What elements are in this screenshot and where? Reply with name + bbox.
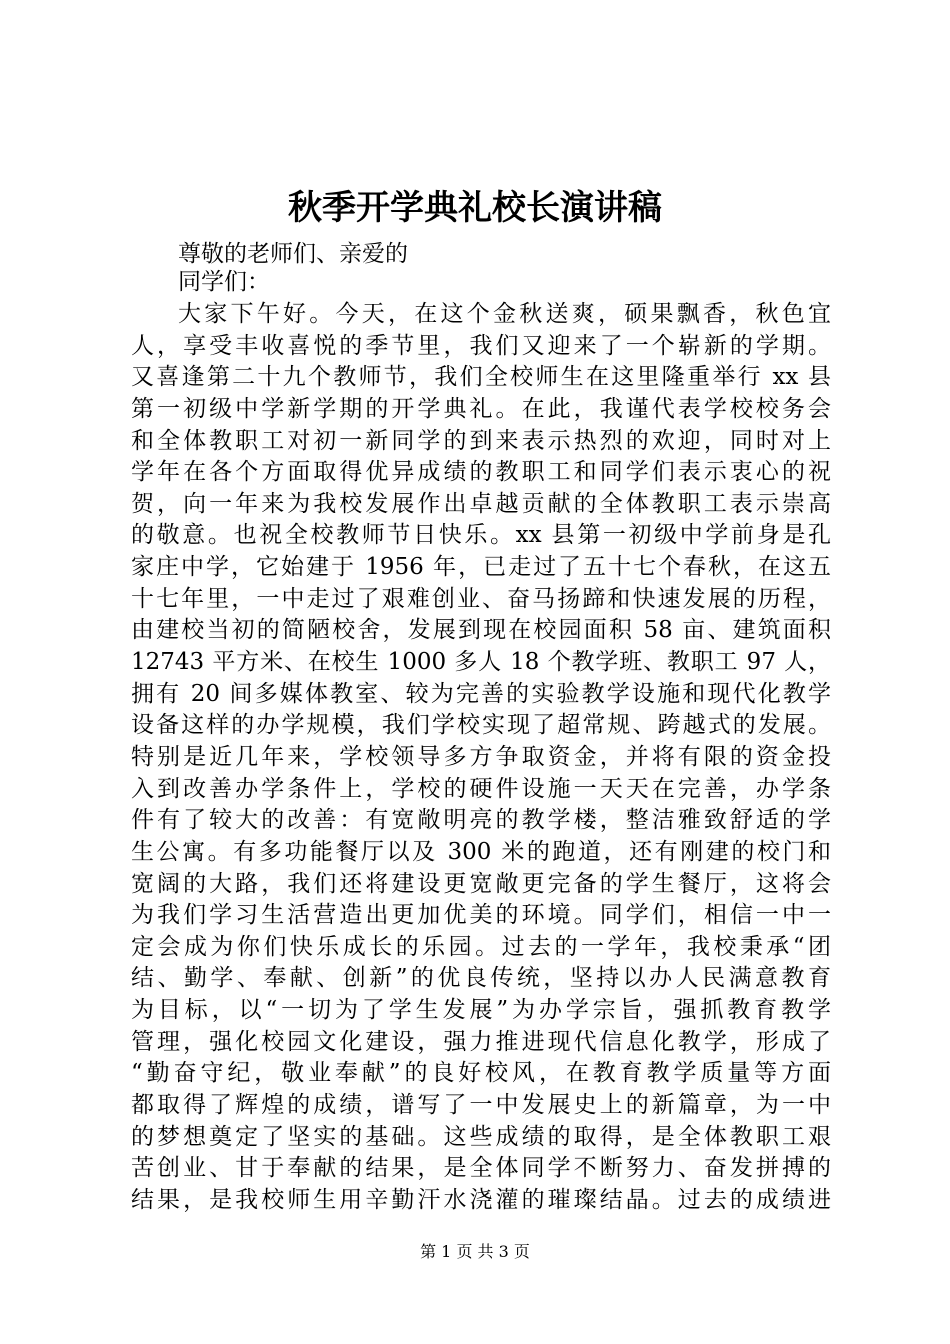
body-line: 为目标，以“一切为了学生发展”为办学宗旨，强抓教育教学: [131, 997, 831, 1024]
body-line: 结果，是我校师生用辛勤汗水浇灌的璀璨结晶。过去的成绩进: [131, 1186, 831, 1213]
document-title: 秋季开学典礼校长演讲稿: [288, 188, 662, 228]
body-line: 都取得了辉煌的成绩，谱写了一中发展史上的新篇章，为一中: [131, 1092, 831, 1119]
body-line: 的梦想奠定了坚实的基础。这些成绩的取得，是全体教职工艰: [131, 1123, 831, 1150]
body-line: 生公寓。有多功能餐厅以及 300 米的跑道，还有刚建的校门和: [131, 838, 831, 865]
body-line: 定会成为你们快乐成长的乐园。过去的一学年，我校秉承“团: [131, 933, 831, 960]
body-line: 又喜逢第二十九个教师节，我们全校师生在这里隆重举行 xx 县: [131, 364, 831, 391]
body-line: 特别是近几年来，学校领导多方争取资金，并将有限的资金投: [131, 743, 831, 770]
body-line: 入到改善办学条件上，学校的硬件设施一天天在完善，办学条: [131, 775, 831, 802]
body-line: 学年在各个方面取得优异成绩的教职工和同学们表示衷心的祝: [131, 459, 831, 486]
body-line: 大家下午好。今天，在这个金秋送爽，硕果飘香，秋色宜: [178, 301, 831, 327]
body-line: “勤奋守纪，敬业奉献”的良好校风，在教育教学质量等方面: [131, 1060, 831, 1087]
body-line: 苦创业、甘于奉献的结果，是全体同学不断努力、奋发拼搏的: [131, 1155, 831, 1182]
body-line: 十七年里，一中走过了艰难创业、奋马扬蹄和快速发展的历程，: [131, 585, 831, 612]
body-line: 12743 平方米、在校生 1000 多人 18 个教学班、教职工 97 人，: [131, 649, 831, 676]
body-line: 为我们学习生活营造出更加优美的环境。同学们，相信一中一: [131, 902, 831, 929]
body-line: 和全体教职工对初一新同学的到来表示热烈的欢迎，同时对上: [131, 427, 831, 454]
body-line: 人，享受丰收喜悦的季节里，我们又迎来了一个崭新的学期。: [131, 332, 831, 359]
salutation-line-2: 同学们：: [178, 269, 270, 295]
body-line: 件有了较大的改善：有宽敞明亮的教学楼，整洁雅致舒适的学: [131, 807, 831, 834]
body-line: 第一初级中学新学期的开学典礼。在此，我谨代表学校校务会: [131, 395, 831, 422]
body-line: 管理，强化校园文化建设，强力推进现代信息化教学，形成了: [131, 1028, 831, 1055]
body-line: 设备这样的办学规模，我们学校实现了超常规、跨越式的发展。: [131, 712, 831, 739]
body-line: 拥有 20 间多媒体教室、较为完善的实验教学设施和现代化教学: [131, 680, 831, 707]
page-number-footer: 第 1 页 共 3 页: [420, 1242, 530, 1261]
body-line: 的敬意。也祝全校教师节日快乐。xx 县第一初级中学前身是孔: [131, 522, 831, 549]
salutation-line-1: 尊敬的老师们、亲爱的: [178, 241, 408, 267]
body-line: 由建校当初的简陋校舍，发展到现在校园面积 58 亩、建筑面积: [131, 617, 831, 644]
body-text: [131, 299, 831, 1217]
body-line: 贺，向一年来为我校发展作出卓越贡献的全体教职工表示崇高: [131, 490, 831, 517]
body-line: 家庄中学，它始建于 1956 年，已走过了五十七个春秋，在这五: [131, 554, 831, 581]
body-line: 结、勤学、奉献、创新”的优良传统，坚持以办人民满意教育: [131, 965, 831, 992]
body-line: 宽阔的大路，我们还将建设更宽敞更完备的学生餐厅，这将会: [131, 870, 831, 897]
